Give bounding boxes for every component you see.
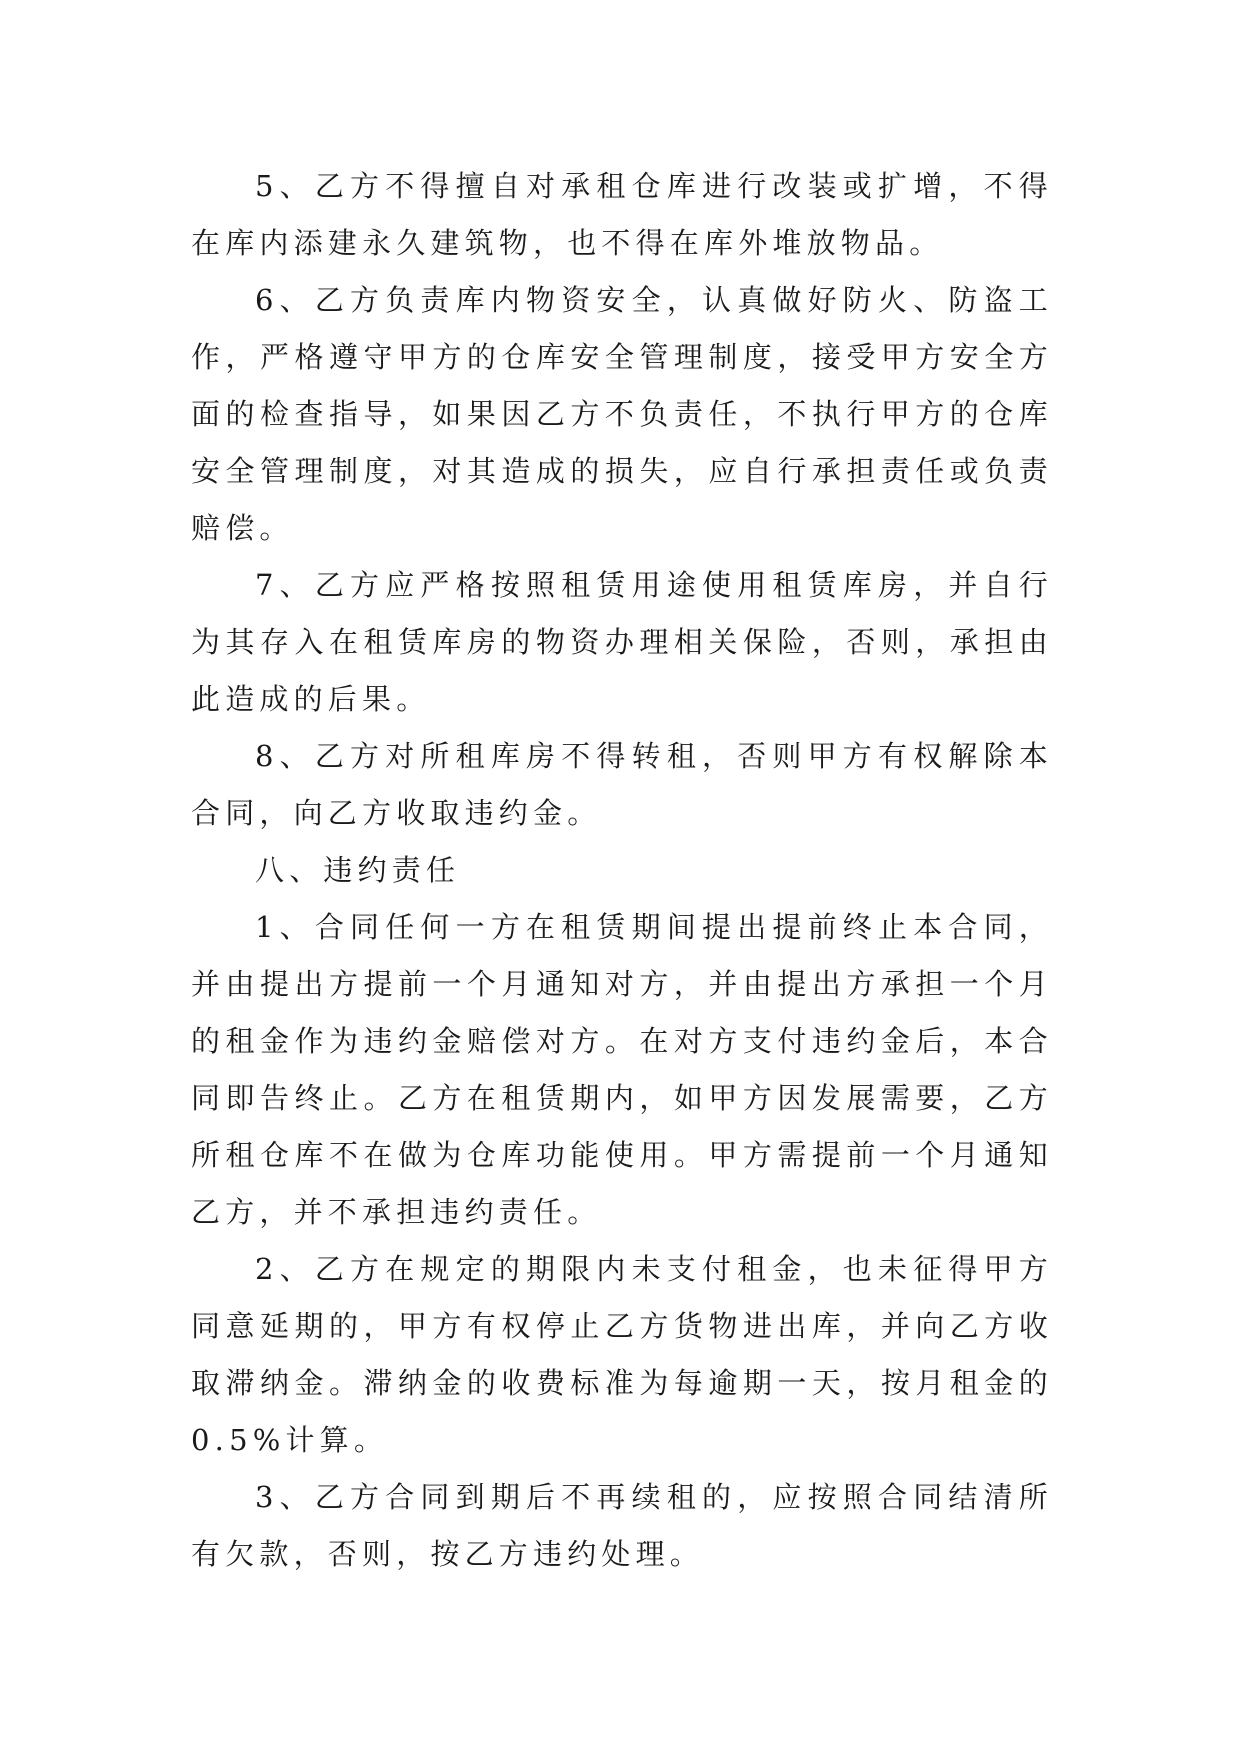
- clause-paragraph: 8、乙方对所租库房不得转租，否则甲方有权解除本合同，向乙方收取违约金。: [191, 739, 1053, 830]
- clause-paragraph: 1、合同任何一方在租赁期间提出提前终止本合同，并由提出方提前一个月通知对方，并由提出方承担一个月的租金作为违约金赔偿对方。在对方支付违约金后，本合同即告终止。乙方在租赁期内，如甲方因发展需要，乙方所租仓库不在做为仓库功能使用。甲方需提前一个月通知乙方，并不承担违约责任。: [191, 910, 1053, 1229]
- clause-paragraph: 6、乙方负责库内物资安全，认真做好防火、防盗工作，严格遵守甲方的仓库安全管理制度，接受甲方安全方面的检查指导，如果因乙方不负责任，不执行甲方的仓库安全管理制度，对其造成的损失，应自行承担责任或负责赔偿。: [191, 283, 1053, 545]
- section-heading: 八、违约责任: [255, 853, 461, 887]
- clause-paragraph: 7、乙方应严格按照租赁用途使用租赁库房，并自行为其存入在租赁库房的物资办理相关保险，否则，承担由此造成的后果。: [191, 568, 1053, 716]
- clause-paragraph: 3、乙方合同到期后不再续租的，应按照合同结清所有欠款，否则，按乙方违约处理。: [191, 1480, 1053, 1571]
- document-page: [191, 158, 1053, 1583]
- clause-paragraph: 2、乙方在规定的期限内未支付租金，也未征得甲方同意延期的，甲方有权停止乙方货物进出库，并向乙方收取滞纳金。滞纳金的收费标准为每逾期一天，按月租金的0.5%计算。: [191, 1252, 1053, 1457]
- clause-paragraph: 5、乙方不得擅自对承租仓库进行改装或扩增，不得在库内添建永久建筑物，也不得在库外堆放物品。: [191, 169, 1053, 260]
